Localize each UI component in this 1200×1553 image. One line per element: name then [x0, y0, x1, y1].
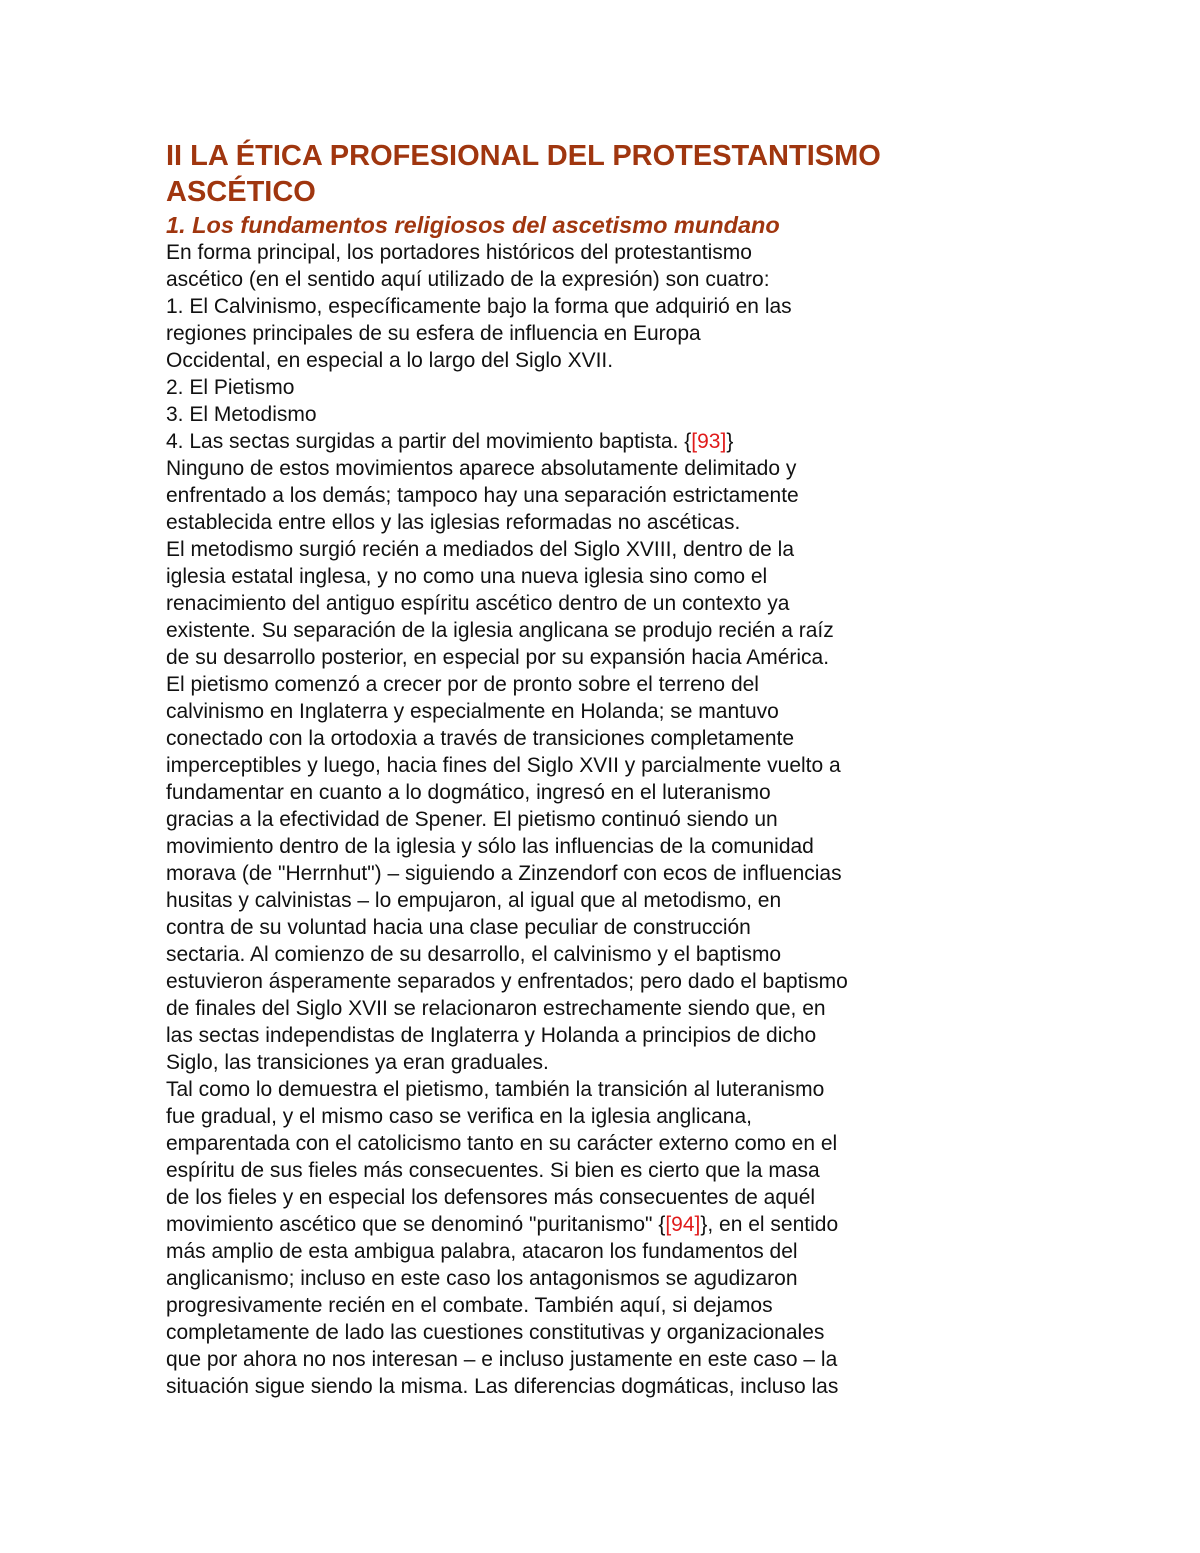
text-line: establecida entre ellos y las iglesias reformadas no ascéticas.: [166, 511, 741, 534]
text-line: existente. Su separación de la iglesia anglicana se produjo recién a raíz: [166, 619, 834, 642]
text-line: de los fieles y en especial los defensores más consecuentes de aquél: [166, 1186, 816, 1209]
chapter-title-line-2: ASCÉTICO: [166, 176, 316, 208]
text-line: anglicanismo; incluso en este caso los antagonismos se agudizaron: [166, 1267, 798, 1290]
text-line: En forma principal, los portadores históricos del protestantismo: [166, 241, 752, 264]
footnote-link-94[interactable]: [94]: [665, 1213, 701, 1236]
text-line: Tal como lo demuestra el pietismo, también la transición al luteranismo: [166, 1078, 825, 1101]
text-line: renacimiento del antiguo espíritu ascético dentro de un contexto ya: [166, 592, 790, 615]
text-segment: 4. Las sectas surgidas a partir del movimiento baptista.: [166, 430, 685, 453]
text-line: situación sigue siendo la misma. Las diferencias dogmáticas, incluso las: [166, 1375, 839, 1398]
text-line: Ninguno de estos movimientos aparece absolutamente delimitado y: [166, 457, 797, 480]
text-line: espíritu de sus fieles más consecuentes. Si bien es cierto que la masa: [166, 1159, 820, 1182]
text-line-with-footnote: 4. Las sectas surgidas a partir del movimiento baptista. {[93]}: [166, 430, 734, 453]
text-line: ascético (en el sentido aquí utilizado de la expresión) son cuatro:: [166, 268, 770, 291]
text-line: calvinismo en Inglaterra y especialmente en Holanda; se mantuvo: [166, 700, 779, 723]
text-line: 2. El Pietismo: [166, 376, 295, 399]
chapter-title-line-1: II LA ÉTICA PROFESIONAL DEL PROTESTANTISMO: [166, 140, 881, 172]
section-title: 1. Los fundamentos religiosos del ascetismo mundano: [166, 212, 780, 238]
text-line: estuvieron ásperamente separados y enfrentados; pero dado el baptismo: [166, 970, 848, 993]
text-line: 3. El Metodismo: [166, 403, 317, 426]
body-text: [166, 239, 946, 1400]
text-line: morava (de "Herrnhut") – siguiendo a Zinzendorf con ecos de influencias: [166, 862, 842, 885]
text-line: 1. El Calvinismo, específicamente bajo la forma que adquirió en las: [166, 295, 792, 318]
text-line: Occidental, en especial a lo largo del Siglo XVII.: [166, 349, 614, 372]
text-line: más amplio de esta ambigua palabra, atacaron los fundamentos del: [166, 1240, 798, 1263]
text-line: imperceptibles y luego, hacia fines del Siglo XVII y parcialmente vuelto a: [166, 754, 841, 777]
text-line: iglesia estatal inglesa, y no como una nueva iglesia sino como el: [166, 565, 768, 588]
text-line: emparentada con el catolicismo tanto en su carácter externo como en el: [166, 1132, 838, 1155]
text-segment: movimiento ascético que se denominó "puritanismo": [166, 1213, 659, 1236]
text-line: de su desarrollo posterior, en especial por su expansión hacia América.: [166, 646, 830, 669]
chapter-title: [166, 138, 946, 210]
text-line: las sectas independistas de Inglaterra y Holanda a principios de dicho: [166, 1024, 817, 1047]
text-line: fundamentar en cuanto a lo dogmático, ingresó en el luteranismo: [166, 781, 771, 804]
text-line: enfrentado a los demás; tampoco hay una separación estrictamente: [166, 484, 799, 507]
text-line: progresivamente recién en el combate. También aquí, si dejamos: [166, 1294, 773, 1317]
document-page: [166, 138, 946, 1400]
text-line: El pietismo comenzó a crecer por de pronto sobre el terreno del: [166, 673, 759, 696]
text-line: husitas y calvinistas – lo empujaron, al igual que al metodismo, en: [166, 889, 782, 912]
text-segment: , en el sentido: [707, 1213, 839, 1236]
text-line-with-footnote: movimiento ascético que se denominó "puritanismo" {[94]}, en el sentido: [166, 1213, 839, 1236]
footnote-link-93[interactable]: [93]: [691, 430, 727, 453]
text-line: completamente de lado las cuestiones constitutivas y organizacionales: [166, 1321, 825, 1344]
text-line: contra de su voluntad hacia una clase peculiar de construcción: [166, 916, 751, 939]
text-line: de finales del Siglo XVII se relacionaron estrechamente siendo que, en: [166, 997, 826, 1020]
text-line: regiones principales de su esfera de influencia en Europa: [166, 322, 701, 345]
text-line: El metodismo surgió recién a mediados del Siglo XVIII, dentro de la: [166, 538, 795, 561]
text-line: sectaria. Al comienzo de su desarrollo, el calvinismo y el baptismo: [166, 943, 782, 966]
text-line: Siglo, las transiciones ya eran graduales.: [166, 1051, 549, 1074]
text-line: fue gradual, y el mismo caso se verifica en la iglesia anglicana,: [166, 1105, 752, 1128]
text-line: conectado con la ortodoxia a través de transiciones completamente: [166, 727, 795, 750]
text-line: movimiento dentro de la iglesia y sólo las influencias de la comunidad: [166, 835, 814, 858]
text-line: que por ahora no nos interesan – e incluso justamente en este caso – la: [166, 1348, 838, 1371]
text-line: gracias a la efectividad de Spener. El pietismo continuó siendo un: [166, 808, 778, 831]
